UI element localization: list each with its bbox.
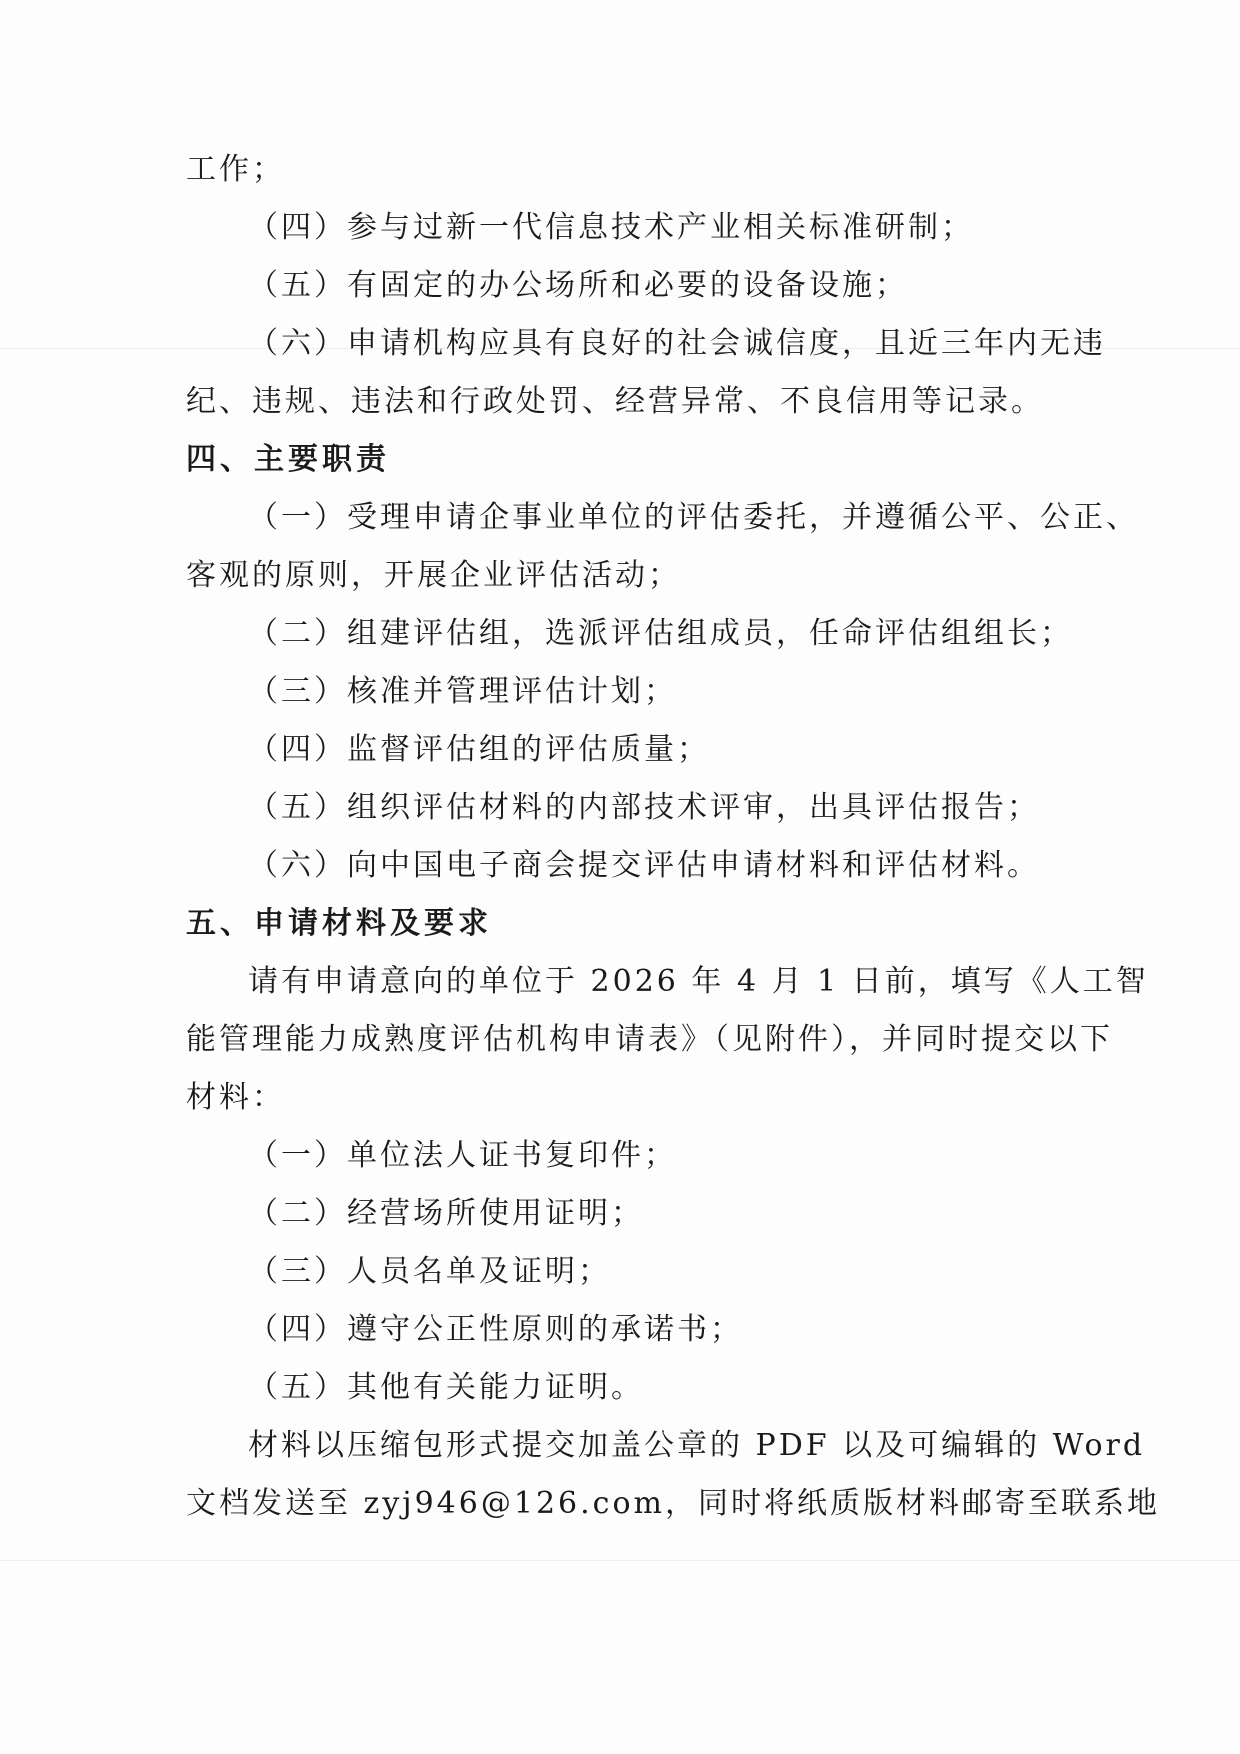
list-item: （二）经营场所使用证明； [248, 1196, 644, 1231]
paragraph-line: 文档发送至 zyj946@126.com，同时将纸质版材料邮寄至联系地 [186, 1486, 1160, 1521]
paragraph-continuation: 工作； [186, 152, 285, 187]
paragraph-line: 材料以压缩包形式提交加盖公章的 PDF 以及可编辑的 Word [248, 1428, 1146, 1463]
scan-artifact-line [0, 1560, 1240, 1561]
section-heading: 五、申请材料及要求 [186, 906, 492, 941]
list-item: （一）单位法人证书复印件； [248, 1138, 677, 1173]
paragraph-line: 请有申请意向的单位于 2026 年 4 月 1 日前，填写《人工智 [248, 964, 1149, 999]
list-item: （五）有固定的办公场所和必要的设备设施； [248, 268, 908, 303]
list-item: （五）其他有关能力证明。 [248, 1370, 644, 1405]
paragraph-line: 能管理能力成熟度评估机构申请表》（见附件），并同时提交以下 [186, 1022, 1113, 1057]
list-item-continuation: 纪、违规、违法和行政处罚、经营异常、不良信用等记录。 [186, 384, 1044, 419]
list-item: （三）人员名单及证明； [248, 1254, 611, 1289]
list-item: （四）遵守公正性原则的承诺书； [248, 1312, 743, 1347]
list-item: （六）向中国电子商会提交评估申请材料和评估材料。 [248, 848, 1040, 883]
section-heading: 四、主要职责 [186, 442, 390, 477]
list-item: （四）参与过新一代信息技术产业相关标准研制； [248, 210, 974, 245]
list-item: （二）组建评估组，选派评估组成员，任命评估组组长； [248, 616, 1073, 651]
list-item: （五）组织评估材料的内部技术评审，出具评估报告； [248, 790, 1040, 825]
list-item: （三）核准并管理评估计划； [248, 674, 677, 709]
list-item: （四）监督评估组的评估质量； [248, 732, 710, 767]
list-item-continuation: 客观的原则，开展企业评估活动； [186, 558, 681, 593]
list-item: （六）申请机构应具有良好的社会诚信度，且近三年内无违 [248, 326, 1106, 361]
list-item: （一）受理申请企事业单位的评估委托，并遵循公平、公正、 [248, 500, 1139, 535]
paragraph-line: 材料： [186, 1080, 285, 1115]
